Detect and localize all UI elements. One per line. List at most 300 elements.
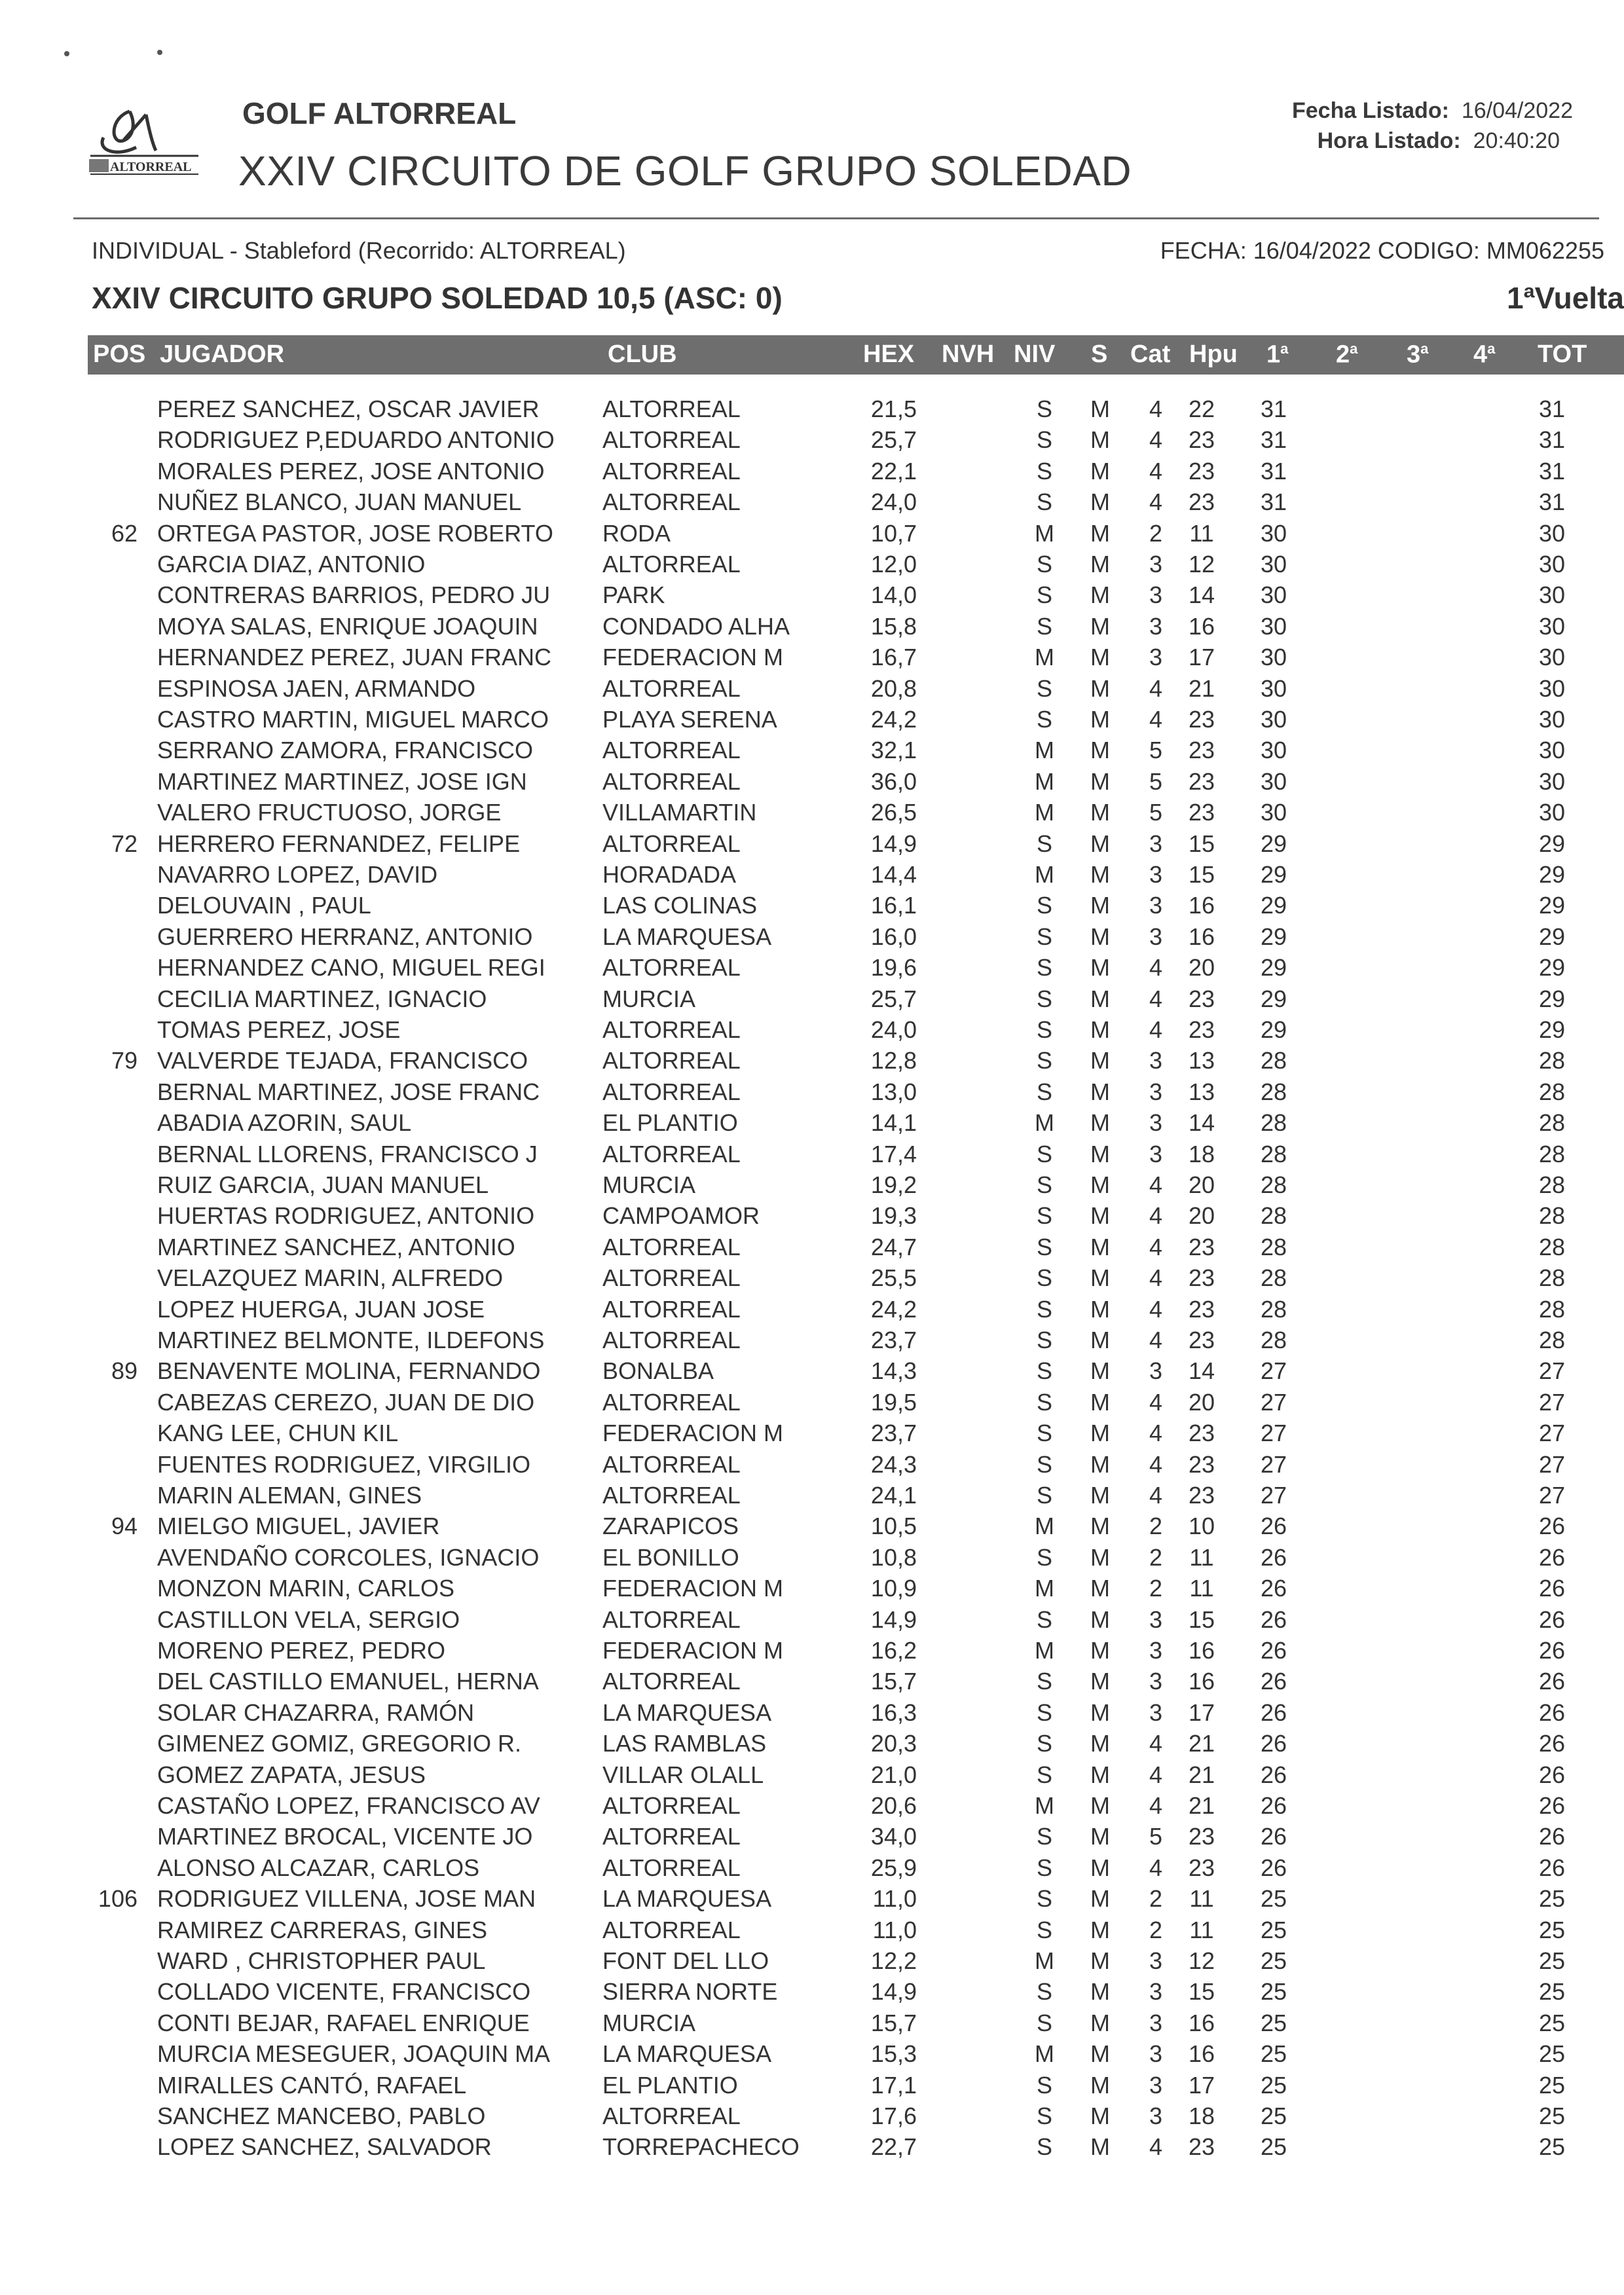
playing-handicap: 15: [1188, 861, 1215, 888]
category: 3: [1149, 2102, 1163, 2129]
playing-handicap: 16: [1188, 892, 1215, 919]
total-score: 29: [1538, 954, 1565, 981]
handicap-exact: 17,4: [870, 1141, 917, 1167]
club-name: ALTORREAL: [602, 458, 741, 485]
club-name: ALTORREAL: [602, 1451, 741, 1478]
club-name: PLAYA SERENA: [602, 706, 777, 733]
round-1-score: 28: [1260, 1109, 1287, 1136]
total-score: 26: [1538, 1606, 1565, 1633]
player-name: MIRALLES CANTÓ, RAFAEL: [157, 2072, 467, 2099]
club-name: ALTORREAL: [602, 954, 741, 981]
level: M: [1035, 1637, 1054, 1664]
total-score: 26: [1538, 1668, 1565, 1695]
club-name: ALTORREAL: [602, 1327, 741, 1353]
player-name: VALERO FRUCTUOSO, JORGE: [157, 799, 502, 826]
total-score: 28: [1538, 1141, 1565, 1167]
col-round-4: 4$^a$: [1473, 340, 1496, 369]
playing-handicap: 16: [1188, 1637, 1215, 1664]
handicap-exact: 11,0: [872, 1917, 917, 1943]
level: S: [1036, 2102, 1052, 2129]
player-name: SANCHEZ MANCEBO, PABLO: [157, 2102, 486, 2129]
round-1-score: 25: [1260, 1978, 1287, 2005]
playing-handicap: 16: [1188, 2040, 1215, 2067]
handicap-exact: 32,1: [870, 737, 917, 763]
player-name: MARTINEZ BELMONTE, ILDEFONS: [157, 1327, 545, 1353]
table-row: [0, 2072, 1624, 2103]
total-score: 25: [1538, 1978, 1565, 2005]
handicap-exact: 15,3: [870, 2040, 917, 2067]
total-score: 26: [1538, 1699, 1565, 1726]
position: 79: [111, 1047, 138, 1074]
total-score: 26: [1538, 1637, 1565, 1664]
total-score: 30: [1538, 644, 1565, 670]
sex: M: [1090, 861, 1110, 888]
total-score: 25: [1538, 1947, 1565, 1974]
playing-handicap: 11: [1189, 1544, 1214, 1571]
category: 4: [1149, 1420, 1163, 1446]
table-row: [0, 861, 1624, 892]
handicap-exact: 16,0: [870, 923, 917, 950]
sex: M: [1090, 1264, 1110, 1291]
round-1-score: 29: [1260, 954, 1287, 981]
table-row: [0, 2133, 1624, 2165]
table-row: [0, 799, 1624, 830]
category: 3: [1149, 830, 1163, 857]
level: M: [1035, 520, 1054, 547]
category: 4: [1149, 1296, 1163, 1323]
club-name: ALTORREAL: [602, 395, 741, 422]
handicap-exact: 15,7: [870, 2010, 917, 2036]
col-jugador: JUGADOR: [160, 340, 285, 368]
handicap-exact: 25,5: [870, 1264, 917, 1291]
round-1-score: 27: [1260, 1482, 1287, 1509]
playing-handicap: 17: [1188, 644, 1215, 670]
table-row: [0, 768, 1624, 799]
playing-handicap: 23: [1188, 2133, 1215, 2160]
player-name: LOPEZ HUERGA, JUAN JOSE: [157, 1296, 485, 1323]
total-score: 25: [1538, 1885, 1565, 1912]
handicap-exact: 10,5: [870, 1513, 917, 1539]
handicap-exact: 14,9: [870, 1606, 917, 1633]
category: 3: [1149, 581, 1163, 608]
round-1-score: 30: [1260, 581, 1287, 608]
player-name: CONTRERAS BARRIOS, PEDRO JU: [157, 581, 551, 608]
table-row: [0, 1668, 1624, 1699]
competition-name: XXIV CIRCUITO GRUPO SOLEDAD 10,5 (ASC: 0): [92, 281, 783, 315]
table-row: [0, 1730, 1624, 1761]
round-1-score: 31: [1260, 458, 1287, 485]
sex: M: [1090, 613, 1110, 640]
club-name: ALTORREAL: [602, 426, 741, 453]
round-1-score: 26: [1260, 1668, 1287, 1695]
level: S: [1036, 2010, 1052, 2036]
sex: M: [1090, 675, 1110, 702]
player-name: CASTILLON VELA, SERGIO: [157, 1606, 460, 1633]
player-name: BERNAL LLORENS, FRANCISCO J: [157, 1141, 538, 1167]
total-score: 30: [1538, 551, 1565, 578]
total-score: 28: [1538, 1047, 1565, 1074]
round-1-score: 28: [1260, 1171, 1287, 1198]
club-name: ALTORREAL: [602, 1047, 741, 1074]
category: 3: [1149, 923, 1163, 950]
total-score: 28: [1538, 1202, 1565, 1229]
level: S: [1036, 1699, 1052, 1726]
club-name: FEDERACION M: [602, 1637, 784, 1664]
handicap-exact: 15,8: [870, 613, 917, 640]
level: S: [1036, 923, 1052, 950]
organization-name: GOLF ALTORREAL: [242, 96, 517, 130]
round-1-score: 26: [1260, 1575, 1287, 1602]
handicap-exact: 16,1: [870, 892, 917, 919]
round-1-score: 25: [1260, 2010, 1287, 2036]
round-1-score: 25: [1260, 2102, 1287, 2129]
sex: M: [1090, 1513, 1110, 1539]
col-round-2: 2$^a$: [1336, 340, 1358, 369]
total-score: 30: [1538, 737, 1565, 763]
player-name: RUIZ GARCIA, JUAN MANUEL: [157, 1171, 489, 1198]
table-row: [0, 954, 1624, 985]
category: 2: [1149, 1917, 1163, 1943]
player-name: CASTAÑO LOPEZ, FRANCISCO AV: [157, 1792, 540, 1819]
club-name: EL BONILLO: [602, 1544, 739, 1571]
level: S: [1036, 1016, 1052, 1043]
category: 2: [1149, 1885, 1163, 1912]
handicap-exact: 22,7: [870, 2133, 917, 2160]
handicap-exact: 24,3: [870, 1451, 917, 1478]
player-name: HERNANDEZ PEREZ, JUAN FRANC: [157, 644, 552, 670]
level: S: [1036, 1978, 1052, 2005]
total-score: 30: [1538, 520, 1565, 547]
club-name: LA MARQUESA: [602, 923, 772, 950]
total-score: 27: [1538, 1357, 1565, 1384]
fecha-listado: [1292, 98, 1573, 124]
sex: M: [1090, 1389, 1110, 1416]
total-score: 29: [1538, 1016, 1565, 1043]
total-score: 30: [1538, 799, 1565, 826]
player-name: VELAZQUEZ MARIN, ALFREDO: [157, 1264, 504, 1291]
player-name: CECILIA MARTINEZ, IGNACIO: [157, 985, 487, 1012]
round-1-score: 28: [1260, 1234, 1287, 1260]
player-name: WARD , CHRISTOPHER PAUL: [157, 1947, 486, 1974]
table-row: [0, 1420, 1624, 1451]
round-1-score: 25: [1260, 2072, 1287, 2099]
sex: M: [1090, 520, 1110, 547]
club-name: ALTORREAL: [602, 1264, 741, 1291]
level: S: [1036, 1202, 1052, 1229]
sex: M: [1090, 1761, 1110, 1788]
round-1-score: 27: [1260, 1420, 1287, 1446]
level: S: [1036, 1854, 1052, 1881]
handicap-exact: 15,7: [870, 1668, 917, 1695]
player-name: AVENDAÑO CORCOLES, IGNACIO: [157, 1544, 540, 1571]
round-1-score: 28: [1260, 1264, 1287, 1291]
col-club: CLUB: [608, 340, 677, 368]
sex: M: [1090, 1109, 1110, 1136]
round-1-score: 30: [1260, 737, 1287, 763]
position: 94: [111, 1513, 138, 1539]
level: S: [1036, 1885, 1052, 1912]
category: 4: [1149, 1854, 1163, 1881]
player-name: VALVERDE TEJADA, FRANCISCO: [157, 1047, 528, 1074]
club-name: ALTORREAL: [602, 1917, 741, 1943]
handicap-exact: 21,0: [870, 1761, 917, 1788]
col-tot: TOT: [1538, 340, 1587, 368]
level: S: [1036, 395, 1052, 422]
category: 3: [1149, 1637, 1163, 1664]
club-name: ALTORREAL: [602, 1078, 741, 1105]
category: 3: [1149, 1141, 1163, 1167]
handicap-exact: 20,6: [870, 1792, 917, 1819]
round-1-score: 25: [1260, 1947, 1287, 1974]
level: S: [1036, 675, 1052, 702]
playing-handicap: 18: [1188, 2102, 1215, 2129]
round-1-score: 26: [1260, 1823, 1287, 1850]
level: S: [1036, 1420, 1052, 1446]
player-name: MURCIA MESEGUER, JOAQUIN MA: [157, 2040, 551, 2067]
playing-handicap: 23: [1188, 1296, 1215, 1323]
playing-handicap: 14: [1188, 1357, 1215, 1384]
player-name: RODRIGUEZ P,EDUARDO ANTONIO: [157, 426, 555, 453]
round-1-score: 31: [1260, 395, 1287, 422]
sex: M: [1090, 458, 1110, 485]
club-name: ZARAPICOS: [602, 1513, 739, 1539]
club-name: HORADADA: [602, 861, 737, 888]
level: S: [1036, 1606, 1052, 1633]
playing-handicap: 20: [1188, 1202, 1215, 1229]
player-name: COLLADO VICENTE, FRANCISCO: [157, 1978, 531, 2005]
club-name: ALTORREAL: [602, 737, 741, 763]
level: S: [1036, 2072, 1052, 2099]
sex: M: [1090, 985, 1110, 1012]
player-name: RODRIGUEZ VILLENA, JOSE MAN: [157, 1885, 536, 1912]
round-1-score: 26: [1260, 1854, 1287, 1881]
category: 4: [1149, 426, 1163, 453]
club-name: ALTORREAL: [602, 2102, 741, 2129]
playing-handicap: 14: [1188, 1109, 1215, 1136]
total-score: 25: [1538, 2040, 1565, 2067]
handicap-exact: 14,3: [870, 1357, 917, 1384]
player-name: MOYA SALAS, ENRIQUE JOAQUIN: [157, 613, 538, 640]
total-score: 28: [1538, 1264, 1565, 1291]
total-score: 31: [1538, 458, 1565, 485]
sex: M: [1090, 551, 1110, 578]
table-row: [0, 1823, 1624, 1854]
club-name: ALTORREAL: [602, 1141, 741, 1167]
handicap-exact: 24,7: [870, 1234, 917, 1260]
col-niv: NIV: [1014, 340, 1056, 368]
round-1-score: 26: [1260, 1513, 1287, 1539]
club-name: CONDADO ALHA: [602, 613, 790, 640]
total-score: 27: [1538, 1389, 1565, 1416]
player-name: CASTRO MARTIN, MIGUEL MARCO: [157, 706, 549, 733]
player-name: GARCIA DIAZ, ANTONIO: [157, 551, 426, 578]
sex: M: [1090, 954, 1110, 981]
player-name: MARTINEZ MARTINEZ, JOSE IGN: [157, 768, 527, 795]
playing-handicap: 13: [1188, 1047, 1215, 1074]
round-1-score: 29: [1260, 830, 1287, 857]
level: M: [1035, 1792, 1054, 1819]
handicap-exact: 17,1: [870, 2072, 917, 2099]
position: 72: [111, 830, 138, 857]
handicap-exact: 14,4: [870, 861, 917, 888]
playing-handicap: 12: [1188, 551, 1215, 578]
category: 4: [1149, 675, 1163, 702]
round-label: 1ªVuelta: [1507, 281, 1624, 315]
round-1-score: 26: [1260, 1606, 1287, 1633]
round-1-score: 30: [1260, 644, 1287, 670]
category: 4: [1149, 1451, 1163, 1478]
category: 4: [1149, 1234, 1163, 1260]
total-score: 31: [1538, 426, 1565, 453]
level: S: [1036, 954, 1052, 981]
category: 4: [1149, 1264, 1163, 1291]
table-row: [0, 1854, 1624, 1886]
round-1-score: 26: [1260, 1544, 1287, 1571]
playing-handicap: 23: [1188, 799, 1215, 826]
playing-handicap: 20: [1188, 1389, 1215, 1416]
total-score: 26: [1538, 1792, 1565, 1819]
scan-mark: [157, 50, 162, 55]
total-score: 26: [1538, 1513, 1565, 1539]
player-name: HERNANDEZ CANO, MIGUEL REGI: [157, 954, 545, 981]
playing-handicap: 23: [1188, 706, 1215, 733]
table-row: [0, 1389, 1624, 1420]
level: S: [1036, 458, 1052, 485]
player-name: LOPEZ SANCHEZ, SALVADOR: [157, 2133, 492, 2160]
sex: M: [1090, 1792, 1110, 1819]
table-row: [0, 1575, 1624, 1606]
table-row: [0, 2010, 1624, 2041]
category: 3: [1149, 1357, 1163, 1384]
level: S: [1036, 1047, 1052, 1074]
col-s: S: [1091, 340, 1108, 368]
sex: M: [1090, 1947, 1110, 1974]
col-nvh: NVH: [942, 340, 995, 368]
player-name: NUÑEZ BLANCO, JUAN MANUEL: [157, 488, 522, 515]
total-score: 25: [1538, 2072, 1565, 2099]
handicap-exact: 34,0: [870, 1823, 917, 1850]
handicap-exact: 12,2: [870, 1947, 917, 1974]
sex: M: [1090, 1141, 1110, 1167]
total-score: 30: [1538, 581, 1565, 608]
handicap-exact: 10,7: [870, 520, 917, 547]
golf-altorreal-logo-icon: [84, 105, 202, 177]
category: 3: [1149, 2040, 1163, 2067]
level: S: [1036, 830, 1052, 857]
level: S: [1036, 1823, 1052, 1850]
hora-listado-label: Hora Listado:: [1317, 128, 1461, 153]
total-score: 25: [1538, 2133, 1565, 2160]
playing-handicap: 11: [1189, 1885, 1214, 1912]
sex: M: [1090, 1357, 1110, 1384]
playing-handicap: 15: [1188, 1606, 1215, 1633]
club-name: LAS COLINAS: [602, 892, 758, 919]
level: M: [1035, 861, 1054, 888]
club-name: ALTORREAL: [602, 1482, 741, 1509]
level: S: [1036, 1544, 1052, 1571]
category: 5: [1149, 768, 1163, 795]
round-1-score: 30: [1260, 706, 1287, 733]
round-1-score: 29: [1260, 985, 1287, 1012]
category: 3: [1149, 1047, 1163, 1074]
level: S: [1036, 1078, 1052, 1105]
sex: M: [1090, 1078, 1110, 1105]
table-row: [0, 1947, 1624, 1979]
player-name: MARIN ALEMAN, GINES: [157, 1482, 422, 1509]
table-row: [0, 644, 1624, 675]
level: S: [1036, 1761, 1052, 1788]
playing-handicap: 16: [1188, 613, 1215, 640]
level: S: [1036, 1917, 1052, 1943]
category: 4: [1149, 2133, 1163, 2160]
sex: M: [1090, 799, 1110, 826]
round-1-score: 25: [1260, 2040, 1287, 2067]
sex: M: [1090, 2010, 1110, 2036]
sex: M: [1090, 2040, 1110, 2067]
category: 5: [1149, 737, 1163, 763]
col-cat: Cat: [1130, 340, 1171, 368]
category: 2: [1149, 1544, 1163, 1571]
category: 3: [1149, 1699, 1163, 1726]
sex: M: [1090, 426, 1110, 453]
total-score: 27: [1538, 1451, 1565, 1478]
sex: M: [1090, 1730, 1110, 1757]
player-name: CABEZAS CEREZO, JUAN DE DIO: [157, 1389, 535, 1416]
level: S: [1036, 581, 1052, 608]
sex: M: [1090, 1451, 1110, 1478]
hora-listado-value: 20:40:20: [1473, 128, 1560, 153]
handicap-exact: 25,7: [870, 426, 917, 453]
player-name: MORENO PEREZ, PEDRO: [157, 1637, 446, 1664]
level: S: [1036, 1730, 1052, 1757]
player-name: RAMIREZ CARRERAS, GINES: [157, 1917, 488, 1943]
round-1-score: 31: [1260, 426, 1287, 453]
table-row: [0, 923, 1624, 955]
table-row: [0, 1978, 1624, 2010]
sex: M: [1090, 1482, 1110, 1509]
round-1-score: 28: [1260, 1202, 1287, 1229]
sex: M: [1090, 1544, 1110, 1571]
category: 2: [1149, 520, 1163, 547]
table-row: [0, 892, 1624, 923]
level: S: [1036, 2133, 1052, 2160]
sex: M: [1090, 1234, 1110, 1260]
sex: M: [1090, 1637, 1110, 1664]
total-score: 27: [1538, 1482, 1565, 1509]
level: S: [1036, 1668, 1052, 1695]
category: 3: [1149, 892, 1163, 919]
category: 4: [1149, 1171, 1163, 1198]
club-name: LA MARQUESA: [602, 2040, 772, 2067]
handicap-exact: 24,1: [870, 1482, 917, 1509]
round-1-score: 26: [1260, 1761, 1287, 1788]
hora-listado: [1318, 128, 1560, 154]
total-score: 30: [1538, 613, 1565, 640]
total-score: 28: [1538, 1234, 1565, 1260]
playing-handicap: 15: [1188, 1978, 1215, 2005]
sex: M: [1090, 581, 1110, 608]
playing-handicap: 18: [1188, 1141, 1215, 1167]
sex: M: [1090, 1917, 1110, 1943]
player-name: ORTEGA PASTOR, JOSE ROBERTO: [157, 520, 553, 547]
table-row: [0, 1264, 1624, 1296]
playing-handicap: 23: [1188, 426, 1215, 453]
round-1-score: 31: [1260, 488, 1287, 515]
category: 4: [1149, 458, 1163, 485]
club-name: ALTORREAL: [602, 1389, 741, 1416]
player-name: ESPINOSA JAEN, ARMANDO: [157, 675, 476, 702]
header-divider: [73, 217, 1599, 219]
